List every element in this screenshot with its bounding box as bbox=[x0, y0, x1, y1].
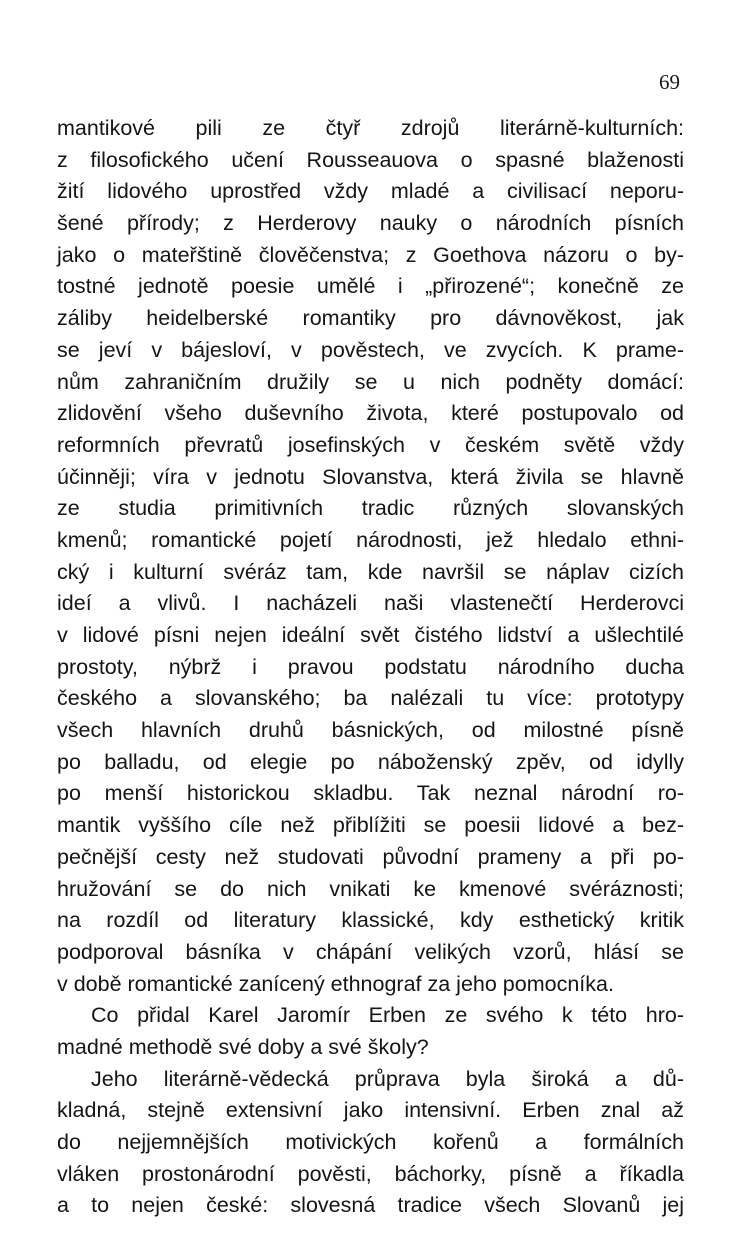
text-line: všech hlavních druhů básnických, od milostné písně bbox=[57, 718, 684, 743]
text-line: pečnější cesty než studovati původní prameny a při po- bbox=[57, 844, 684, 869]
page-number: 69 bbox=[659, 70, 680, 94]
text-line: mantikové pili ze čtyř zdrojů literárně-kulturních: bbox=[57, 116, 684, 140]
text-line: kladná, stejně extensivní jako intensivní. Erben znal až bbox=[57, 1098, 684, 1123]
text-line: českého a slovanského; ba nalézali tu více: prototypy bbox=[57, 686, 684, 711]
text-line: prostoty, nýbrž i pravou podstatu národního ducha bbox=[57, 654, 684, 679]
text-line: ideí a vlivů. I nacházeli naši vlastenečtí Herderovci bbox=[57, 591, 684, 616]
text-line: a to nejen české: slovesná tradice všech Slovanů jej bbox=[57, 1193, 684, 1218]
text-line: ze studia primitivních tradic různých slovanských bbox=[57, 496, 684, 521]
text-line: Co přidal Karel Jaromír Erben ze svého k této hro- bbox=[91, 1003, 684, 1028]
text-line: zlidovění všeho duševního života, které postupovalo od bbox=[57, 401, 684, 426]
text-line: žití lidového uprostřed vždy mladé a civilisací neporu- bbox=[57, 179, 684, 204]
text-line: v lidové písni nejen ideální svět čistého lidství a ušlechtilé bbox=[57, 623, 684, 647]
text-line: mantik vyššího cíle než přiblížiti se poesii lidové a bez- bbox=[57, 813, 684, 838]
text-line: šené přírody; z Herderovy nauky o národních písních bbox=[57, 211, 684, 236]
text-line: tostné jednotě poesie umělé i „přirozené“; konečně ze bbox=[57, 274, 684, 299]
text-line: na rozdíl od literatury klassické, kdy esthetický kritik bbox=[57, 908, 684, 933]
text-line: z filosofického učení Rousseauova o spasné blaženosti bbox=[57, 147, 684, 172]
text-line: se jeví v bájesloví, v pověstech, ve zvycích. K prame- bbox=[57, 337, 684, 362]
text-line: po balladu, od elegie po náboženský zpěv, od idylly bbox=[57, 749, 684, 774]
text-line: do nejjemnějších motivických kořenů a formálních bbox=[57, 1130, 684, 1154]
text-line: podporoval básníka v chápání velikých vzorů, hlásí se bbox=[57, 939, 684, 964]
text-line: cký i kulturní svéráz tam, kde navršil se náplav cizích bbox=[57, 559, 684, 584]
text-line: hružování se do nich vnikati ke kmenové svéráznosti; bbox=[57, 876, 684, 901]
text-line: madné methodě své doby a své školy? bbox=[57, 1034, 429, 1059]
text-line: reformních převratů josefinských v českém světě vždy bbox=[57, 432, 684, 457]
text-line: kmenů; romantické pojetí národnosti, jež hledalo ethni- bbox=[57, 527, 684, 552]
text-line: účinněji; víra v jednotu Slovanstva, která živila se hlavně bbox=[57, 464, 684, 489]
text-line: Jeho literárně-vědecká průprava byla široká a dů- bbox=[91, 1066, 684, 1091]
text-line: po menší historickou skladbu. Tak neznal národní ro- bbox=[57, 781, 684, 806]
text-line: jako o mateřštině člověčenstva; z Goethova názoru o by- bbox=[57, 242, 684, 267]
text-line: v době romantické zanícený ethnograf za jeho pomocníka. bbox=[57, 971, 614, 996]
text-line: vláken prostonárodní pověsti, báchorky, písně a říkadla bbox=[57, 1161, 684, 1186]
text-line: záliby heidelberské romantiky pro dávnověkost, jak bbox=[57, 306, 684, 331]
body-text bbox=[57, 113, 684, 1222]
text-line: nům zahraničním družily se u nich podněty domácí: bbox=[57, 369, 684, 394]
